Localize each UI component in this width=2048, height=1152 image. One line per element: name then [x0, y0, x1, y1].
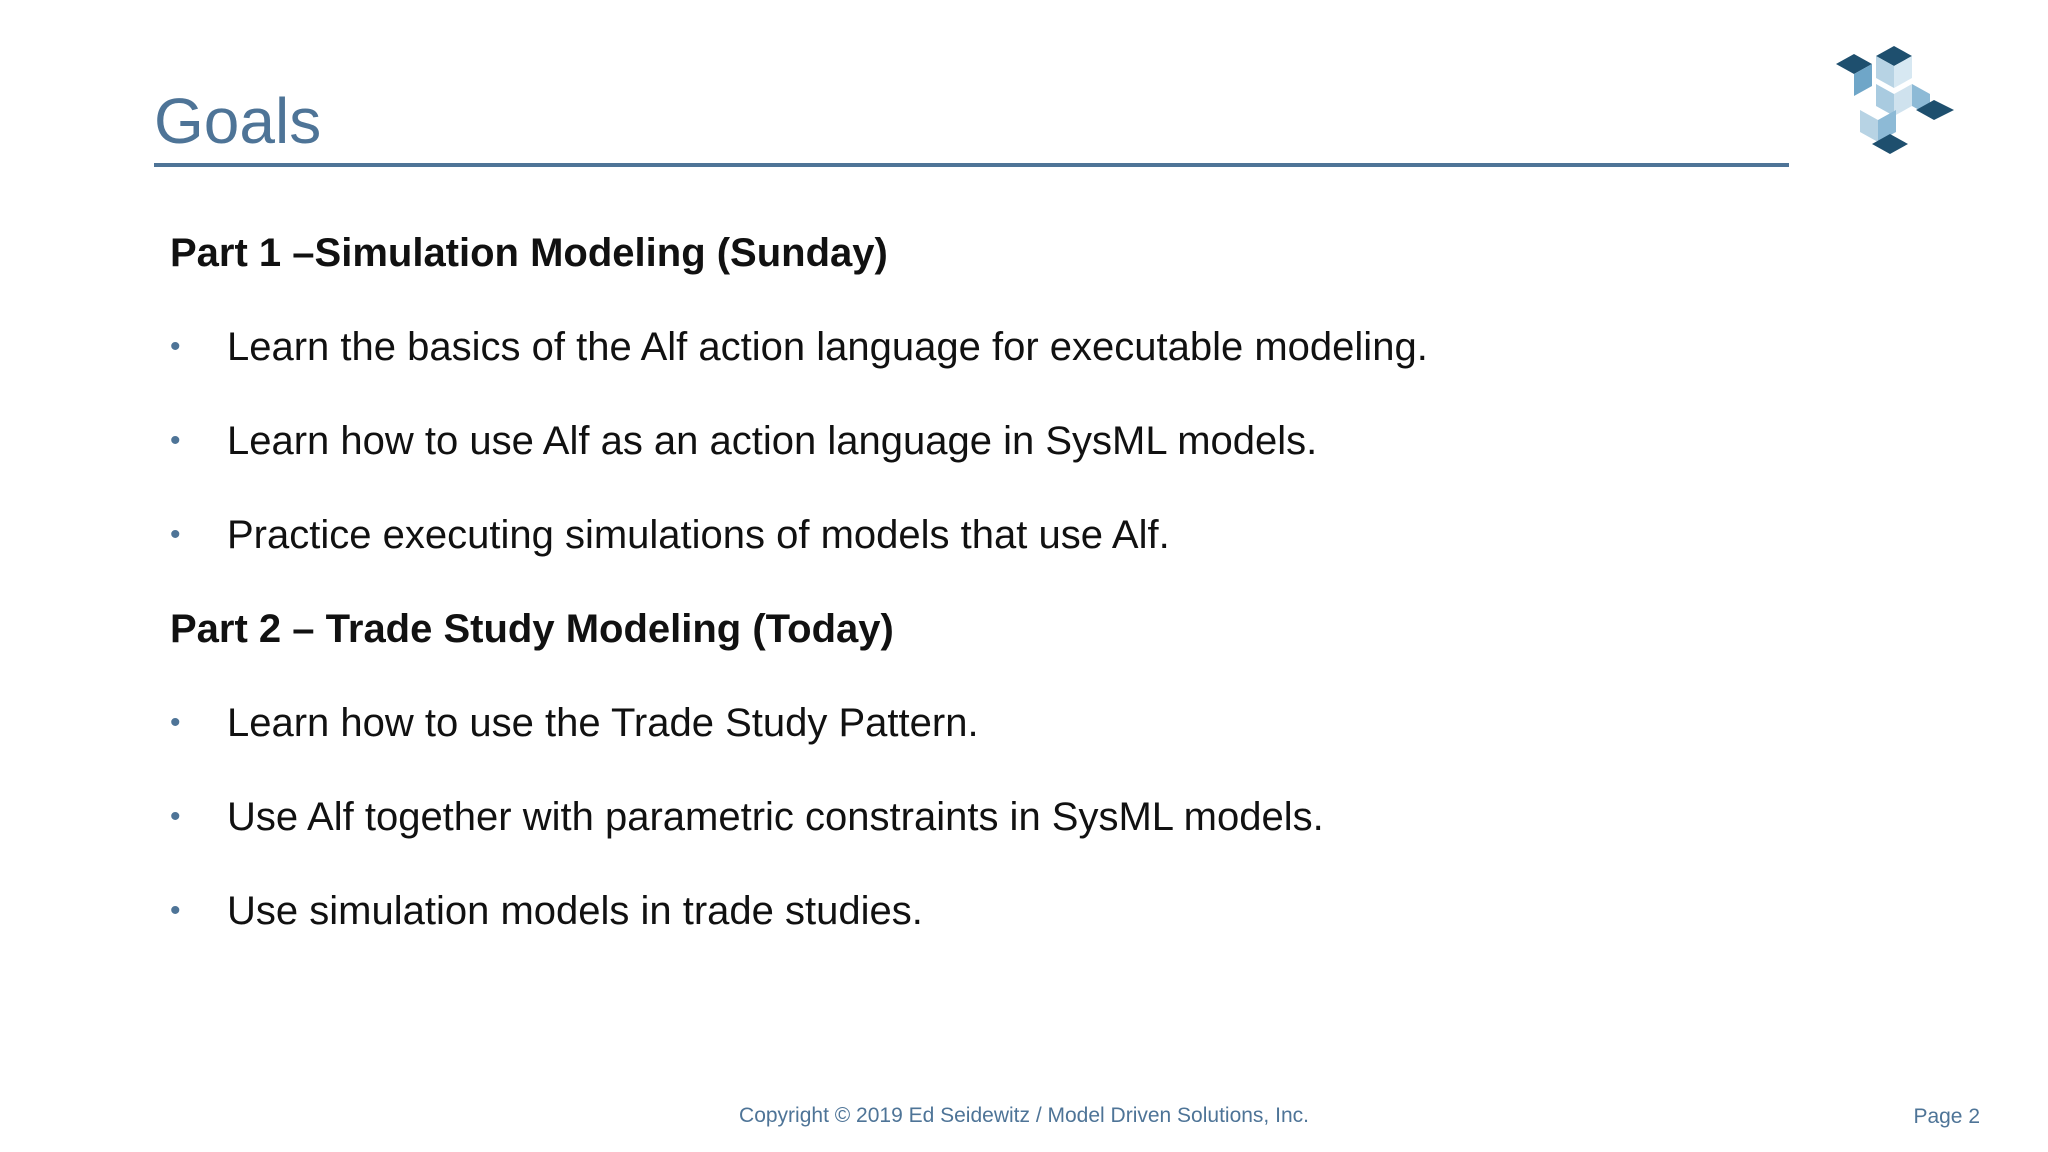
bullet-text: Learn the basics of the Alf action language for executable modeling.: [227, 325, 1428, 369]
slide-title: Goals: [154, 85, 322, 157]
bullet-text: Learn how to use Alf as an action language in SysML models.: [227, 419, 1318, 463]
footer-copyright: Copyright © 2019 Ed Seidewitz / Model Driven Solutions, Inc.: [739, 1104, 1309, 1127]
page-number: Page 2: [1913, 1105, 1980, 1128]
bullet-text: Use Alf together with parametric constraints in SysML models.: [227, 795, 1324, 839]
bullet-dot-icon: •: [170, 894, 181, 927]
bullet-dot-icon: •: [170, 518, 181, 551]
bullet-dot-icon: •: [170, 330, 181, 363]
bullet-text: Use simulation models in trade studies.: [227, 889, 923, 933]
bullet-text: Practice executing simulations of models that use Alf.: [227, 513, 1170, 557]
bullet-dot-icon: •: [170, 706, 181, 739]
title-divider: [154, 163, 1789, 167]
bullet-dot-icon: •: [170, 800, 181, 833]
bullet-dot-icon: •: [170, 424, 181, 457]
section-heading-part-1: Part 1 –Simulation Modeling (Sunday): [170, 231, 888, 275]
section-heading-part-2: Part 2 – Trade Study Modeling (Today): [170, 607, 894, 651]
stacked-cubes-logo-icon: [1812, 44, 1972, 160]
bullet-text: Learn how to use the Trade Study Pattern.: [227, 701, 979, 745]
